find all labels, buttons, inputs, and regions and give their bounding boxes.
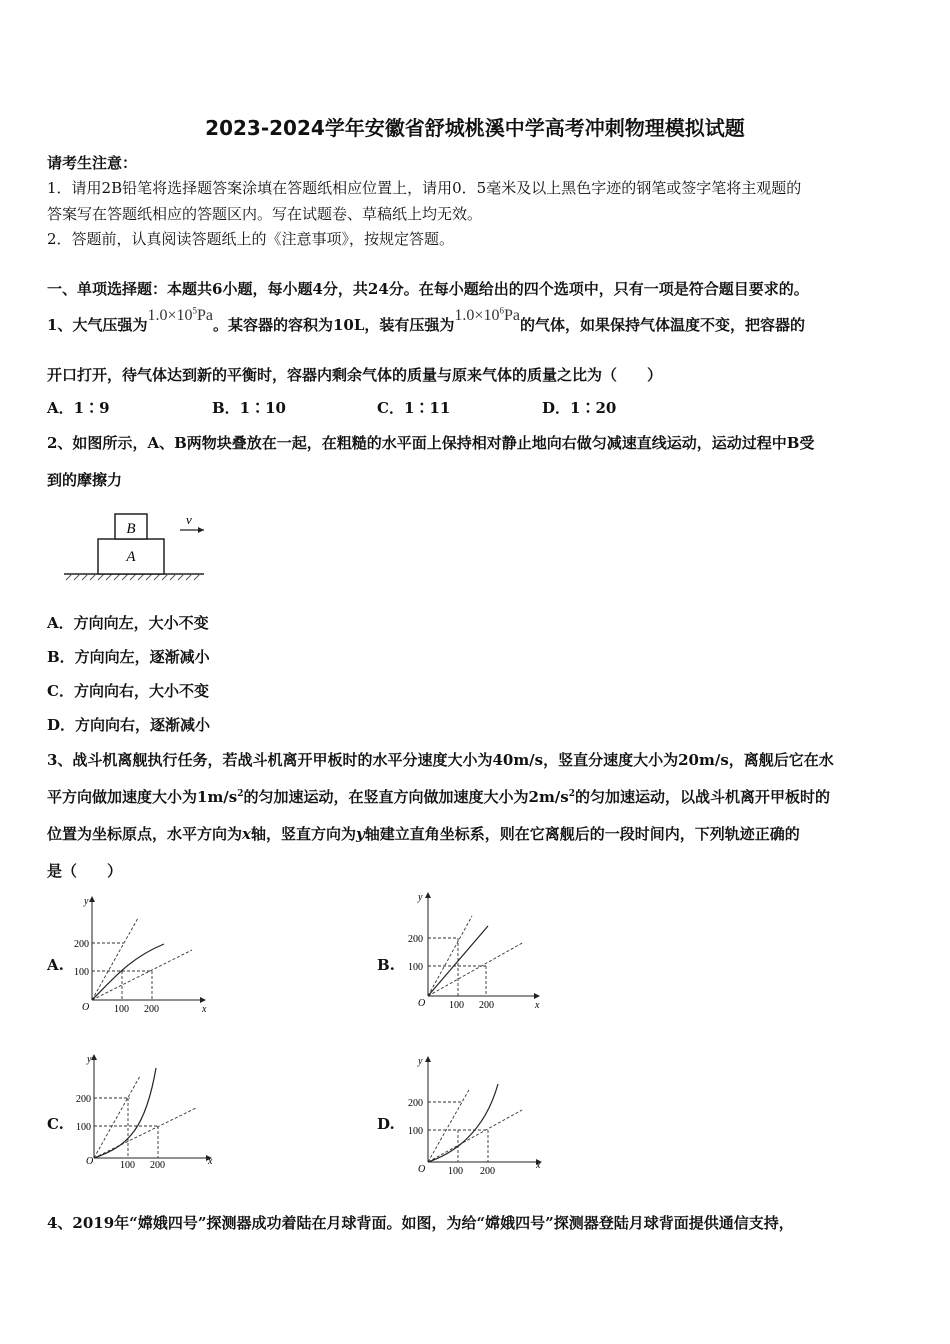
q3-line-4: 是（ ） xyxy=(47,862,123,880)
svg-text:200: 200 xyxy=(408,1098,423,1109)
q3-graph-b-label: B. xyxy=(377,956,395,974)
notice-line-1b: 答案写在答题纸相应的答题区内。写在试题卷、草稿纸上均无效。 xyxy=(47,205,483,223)
svg-text:200: 200 xyxy=(408,934,423,945)
svg-text:200: 200 xyxy=(480,1166,495,1177)
svg-text:y: y xyxy=(418,1056,423,1067)
svg-text:O: O xyxy=(82,1002,90,1013)
svg-text:O: O xyxy=(418,998,426,1009)
q3-graph-c xyxy=(72,1048,217,1176)
q1-text-1: 1、大气压强为 xyxy=(47,316,148,334)
q4-line-1: 4、2019年“嫦娥四号”探测器成功着陆在月球背面。如图，为给“嫦娥四号”探测器登陆月球背面提供通信支持， xyxy=(47,1214,794,1232)
label-a: A xyxy=(126,549,136,565)
q3-graph-d xyxy=(402,1050,547,1178)
svg-text:100: 100 xyxy=(408,1126,423,1137)
q3-graph-a xyxy=(72,890,212,1018)
q3-line-3: 位置为坐标原点，水平方向为x轴，竖直方向为y轴建立直角坐标系，则在它离舰后的一段时间内，下列轨迹正确的 xyxy=(47,825,800,843)
svg-text:100: 100 xyxy=(448,1166,463,1177)
notice-line-2: 2．答题前，认真阅读答题纸上的《注意事项》，按规定答题。 xyxy=(47,230,455,248)
q3-graph-d-label: D. xyxy=(377,1115,395,1133)
svg-text:y: y xyxy=(84,896,89,907)
q1-option-c: C．1∶11 xyxy=(377,399,451,417)
q1-line-1 xyxy=(47,305,805,335)
section-1-heading: 一、单项选择题：本题共6小题，每小题4分，共24分。在每小题给出的四个选项中，只有一项是符合题目要求的。 xyxy=(47,280,809,298)
svg-text:y: y xyxy=(418,892,423,903)
block-diagram xyxy=(62,508,207,583)
label-b: B xyxy=(126,521,136,537)
svg-text:100: 100 xyxy=(449,1000,464,1011)
q1-line-2: 开口打开，待气体达到新的平衡时，容器内剩余气体的质量与原来气体的质量之比为（ ） xyxy=(47,366,663,384)
svg-text:O: O xyxy=(86,1156,94,1167)
q3-graph-b xyxy=(402,886,542,1014)
svg-text:x: x xyxy=(536,1160,541,1171)
svg-text:x: x xyxy=(535,1000,540,1011)
svg-text:y: y xyxy=(87,1054,92,1065)
svg-text:200: 200 xyxy=(144,1004,159,1015)
q2-line-1: 2、如图所示，A、B两物块叠放在一起，在粗糙的水平面上保持相对静止地向右做匀减速直线运动，运动过程中B受 xyxy=(47,434,815,452)
q3-graph-a-label: A. xyxy=(47,956,64,974)
q2-option-c: C．方向向右，大小不变 xyxy=(47,682,209,700)
trajectory-curve xyxy=(92,944,164,1000)
svg-text:100: 100 xyxy=(120,1160,135,1171)
q1-math-2: $1.0\times 10^6Pa$ xyxy=(454,305,520,324)
notice-line-1a: 1．请用2B铅笔将选择题答案涂填在答题纸相应位置上，请用0．5毫米及以上黑色字迹的钢笔或签字笔将主观题的 xyxy=(47,179,802,197)
label-v: v xyxy=(186,512,192,527)
trajectory-curve xyxy=(428,1084,498,1162)
q1-option-b: B．1∶10 xyxy=(212,399,286,417)
svg-text:O: O xyxy=(418,1164,426,1175)
q2-option-d: D．方向向右，逐渐减小 xyxy=(47,716,211,734)
q1-text-3: 的气体，如果保持气体温度不变，把容器的 xyxy=(519,316,805,334)
trajectory-curve xyxy=(94,1068,156,1158)
q2-option-a: A．方向向左，大小不变 xyxy=(47,614,209,632)
notice-heading: 请考生注意： xyxy=(47,154,138,172)
svg-text:200: 200 xyxy=(76,1094,91,1105)
svg-text:x: x xyxy=(202,1004,207,1015)
svg-text:100: 100 xyxy=(408,962,423,973)
q3-graph-c-label: C. xyxy=(47,1115,64,1133)
q1-option-d: D．1∶20 xyxy=(542,399,617,417)
velocity-arrowhead xyxy=(198,527,204,533)
svg-text:100: 100 xyxy=(76,1122,91,1133)
page-title: 2023-2024学年安徽省舒城桃溪中学高考冲刺物理模拟试题 xyxy=(205,116,745,140)
svg-text:200: 200 xyxy=(74,939,89,950)
svg-text:100: 100 xyxy=(74,967,89,978)
q2-option-b: B．方向向左，逐渐减小 xyxy=(47,648,210,666)
svg-text:x: x xyxy=(208,1156,213,1167)
svg-text:200: 200 xyxy=(479,1000,494,1011)
svg-text:100: 100 xyxy=(114,1004,129,1015)
q1-option-a: A．1∶9 xyxy=(47,399,110,417)
q1-text-2: 。某容器的容积为10L，装有压强为 xyxy=(212,316,455,334)
q3-line-1: 3、战斗机离舰执行任务，若战斗机离开甲板时的水平分速度大小为40m/s，竖直分速度大小为20m/s，离舰后它在水 xyxy=(47,751,834,769)
q2-line-2: 到的摩擦力 xyxy=(47,471,123,489)
q3-line-2: 平方向做加速度大小为$1m/s^2$的匀加速运动，在竖直方向做加速度大小为$2m/s^2$的匀加速运动，以战斗机离开甲板时的 xyxy=(47,788,831,806)
svg-text:200: 200 xyxy=(150,1160,165,1171)
q1-math-1: $1.0\times 10^5Pa$ xyxy=(147,305,213,324)
